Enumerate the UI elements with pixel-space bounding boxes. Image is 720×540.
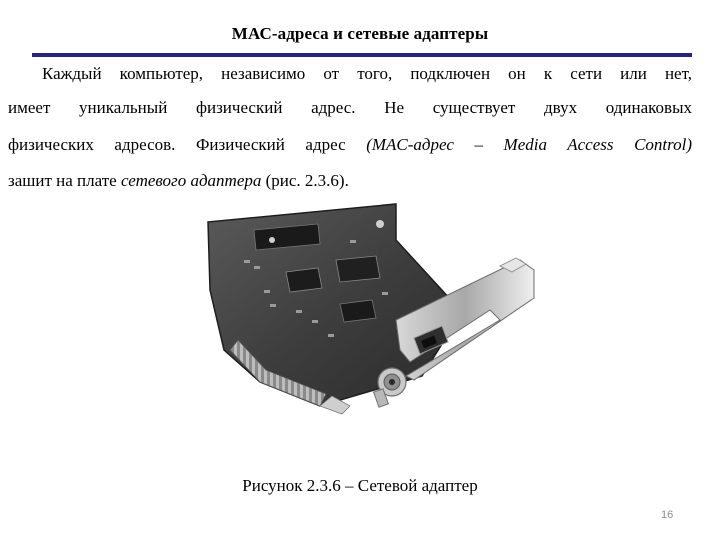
page-title: МАС-адреса и сетевые адаптеры [231,24,489,43]
paragraph-line-2: имеет уникальный физический адрес. Не существует двух одинаковых [8,98,692,117]
network-adapter-term: сетевого адаптера [120,171,262,190]
mac-address-term: (MAC-адрес – Media Access Control) [366,135,693,154]
paragraph-line-1: Каждый компьютер, независимо от того, подключен он к сети или нет, [42,64,692,83]
paragraph-line-4-text-a: зашит на плате [8,171,121,190]
chip-4 [340,300,376,322]
paragraph-line-3 [8,134,692,156]
paragraph-line-4-text-b: (рис. 2.3.6). [261,171,349,190]
chip-3 [336,256,380,282]
chip-2 [286,268,322,292]
paragraph-line-3-text: физических адресов. Физический адрес [8,135,367,154]
circuit-board [208,204,462,406]
network-adapter-figure [200,200,540,440]
network-adapter-photo [200,200,540,440]
figure-caption: Рисунок 2.3.6 – Сетевой адаптер [242,476,478,495]
paragraph-line-4 [8,170,692,192]
title-underline [32,53,692,57]
page-number: 16 [661,509,674,521]
